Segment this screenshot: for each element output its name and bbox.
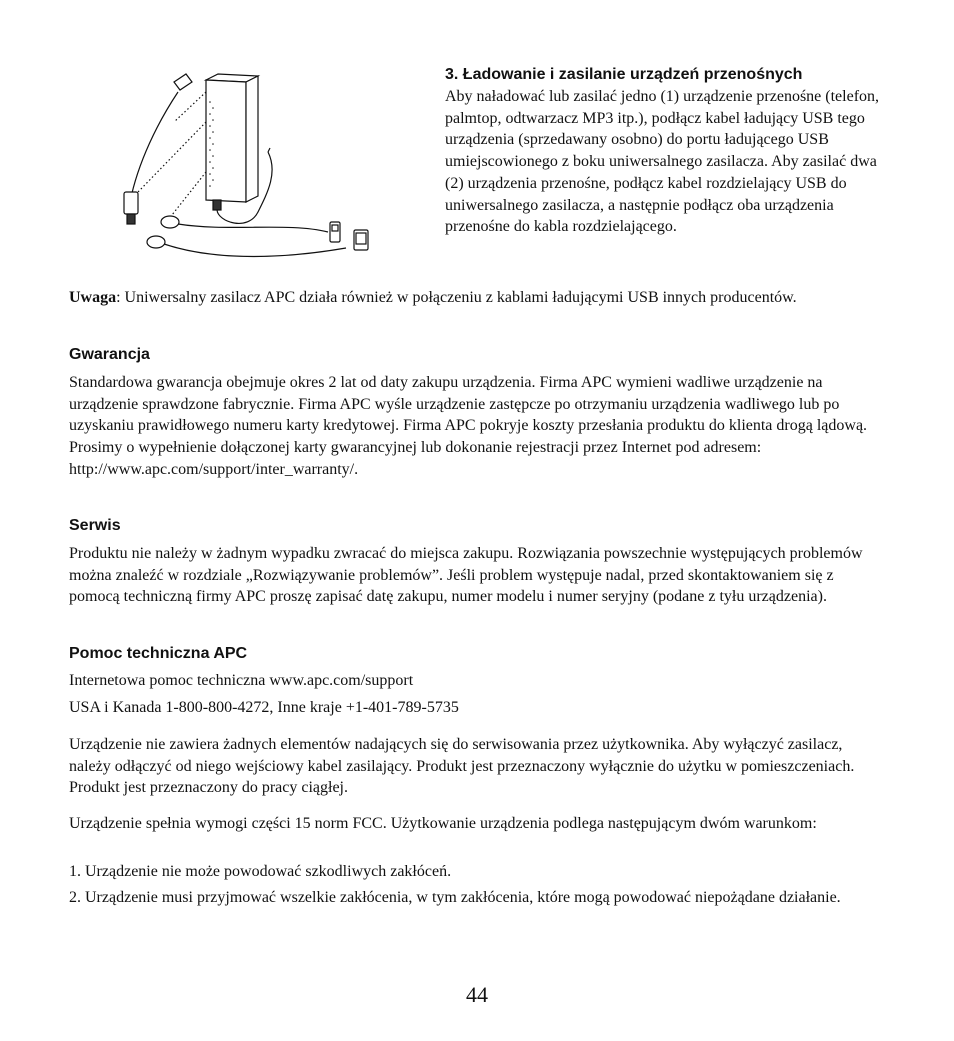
support-phone: USA i Kanada 1-800-800-4272, Inne kraje +1-401-789-5735 — [69, 699, 459, 716]
section-portable-charging — [445, 64, 885, 238]
fcc-intro: Urządzenie spełnia wymogi części 15 norm FCC. Użytkowanie urządzenia podlega następującym dwóm warunkom: — [69, 815, 817, 832]
usb-charging-illustration — [118, 62, 388, 268]
page-number: 44 — [466, 982, 488, 1007]
fcc-item-2: 2. Urządzenie musi przyjmować wszelkie zakłócenia, w tym zakłócenia, które mogą powodować niepożądane działanie. — [69, 889, 841, 906]
fcc-item-1: 1. Urządzenie nie może powodować szkodliwych zakłóceń. — [69, 863, 452, 880]
support-heading: Pomoc techniczna APC — [69, 645, 248, 662]
service-text: Produktu nie należy w żadnym wypadku zwracać do miejsca zakupu. Rozwiązania powszechnie występujących problemów można znaleźć w rozdziale „Rozwiązywanie problemów”. Jeśli problem występuje nadal, przed skontaktowaniem się z pomocą techniczną firmy APC proszę zapisać datę zakupu, numer modelu i numer seryjny (podane z tyłu urządzenia). — [69, 545, 863, 606]
note-label: Uwaga — [69, 289, 117, 306]
warranty-heading: Gwarancja — [69, 346, 150, 363]
service-heading: Serwis — [69, 517, 121, 534]
warranty-text: Standardowa gwarancja obejmuje okres 2 lat od daty zakupu urządzenia. Firma APC wymieni wadliwe urządzenie na urządzenie sprawdzone fabrycznie. Firma APC wyśle urządzenie zastępcze po otrzymaniu urządzenia wadliwego lub po uzyskaniu prawidłowego numeru karty kredytowej. Firma APC pokryje koszty przesłania produktu do klienta drogą lądową. Prosimy o wypełnienie dołączonej karty gwarancyjnej lub dokonanie rejestracji przez Internet pod adresem: http://www.apc.com/support/inter_warranty/. — [69, 374, 868, 478]
safety-text: Urządzenie nie zawiera żadnych elementów nadających się do serwisowania przez użytkownika. Aby wyłączyć zasilacz, należy odłączyć od niego wejściowy kabel zasilający. Produkt jest przeznaczony wyłącznie do użytku w pomieszczeniach. Produkt jest przeznaczony do pracy ciągłej. — [69, 736, 855, 797]
section-title: 3. Ładowanie i zasilanie urządzeń przenośnych — [445, 66, 803, 83]
note-text: : Uniwersalny zasilacz APC działa również w połączeniu z kablami ładującymi USB innych producentów. — [116, 289, 797, 306]
section-body: Aby naładować lub zasilać jedno (1) urządzenie przenośne (telefon, palmtop, odtwarzacz MP3 itp.), podłącz kabel ładujący USB tego urządzenia (sprzedawany osobno) do portu ładującego USB umiejscowionego z boku uniwersalnego zasilacza. Aby zasilać dwa (2) urządzenia przenośne, podłącz kabel rozdzielający USB do uniwersalnego zasilacza, a następnie podłącz oba urządzenia przenośne do kabla rozdzielającego. — [445, 88, 880, 236]
note-paragraph — [69, 287, 884, 309]
support-online: Internetowa pomoc techniczna www.apc.com/support — [69, 672, 414, 689]
